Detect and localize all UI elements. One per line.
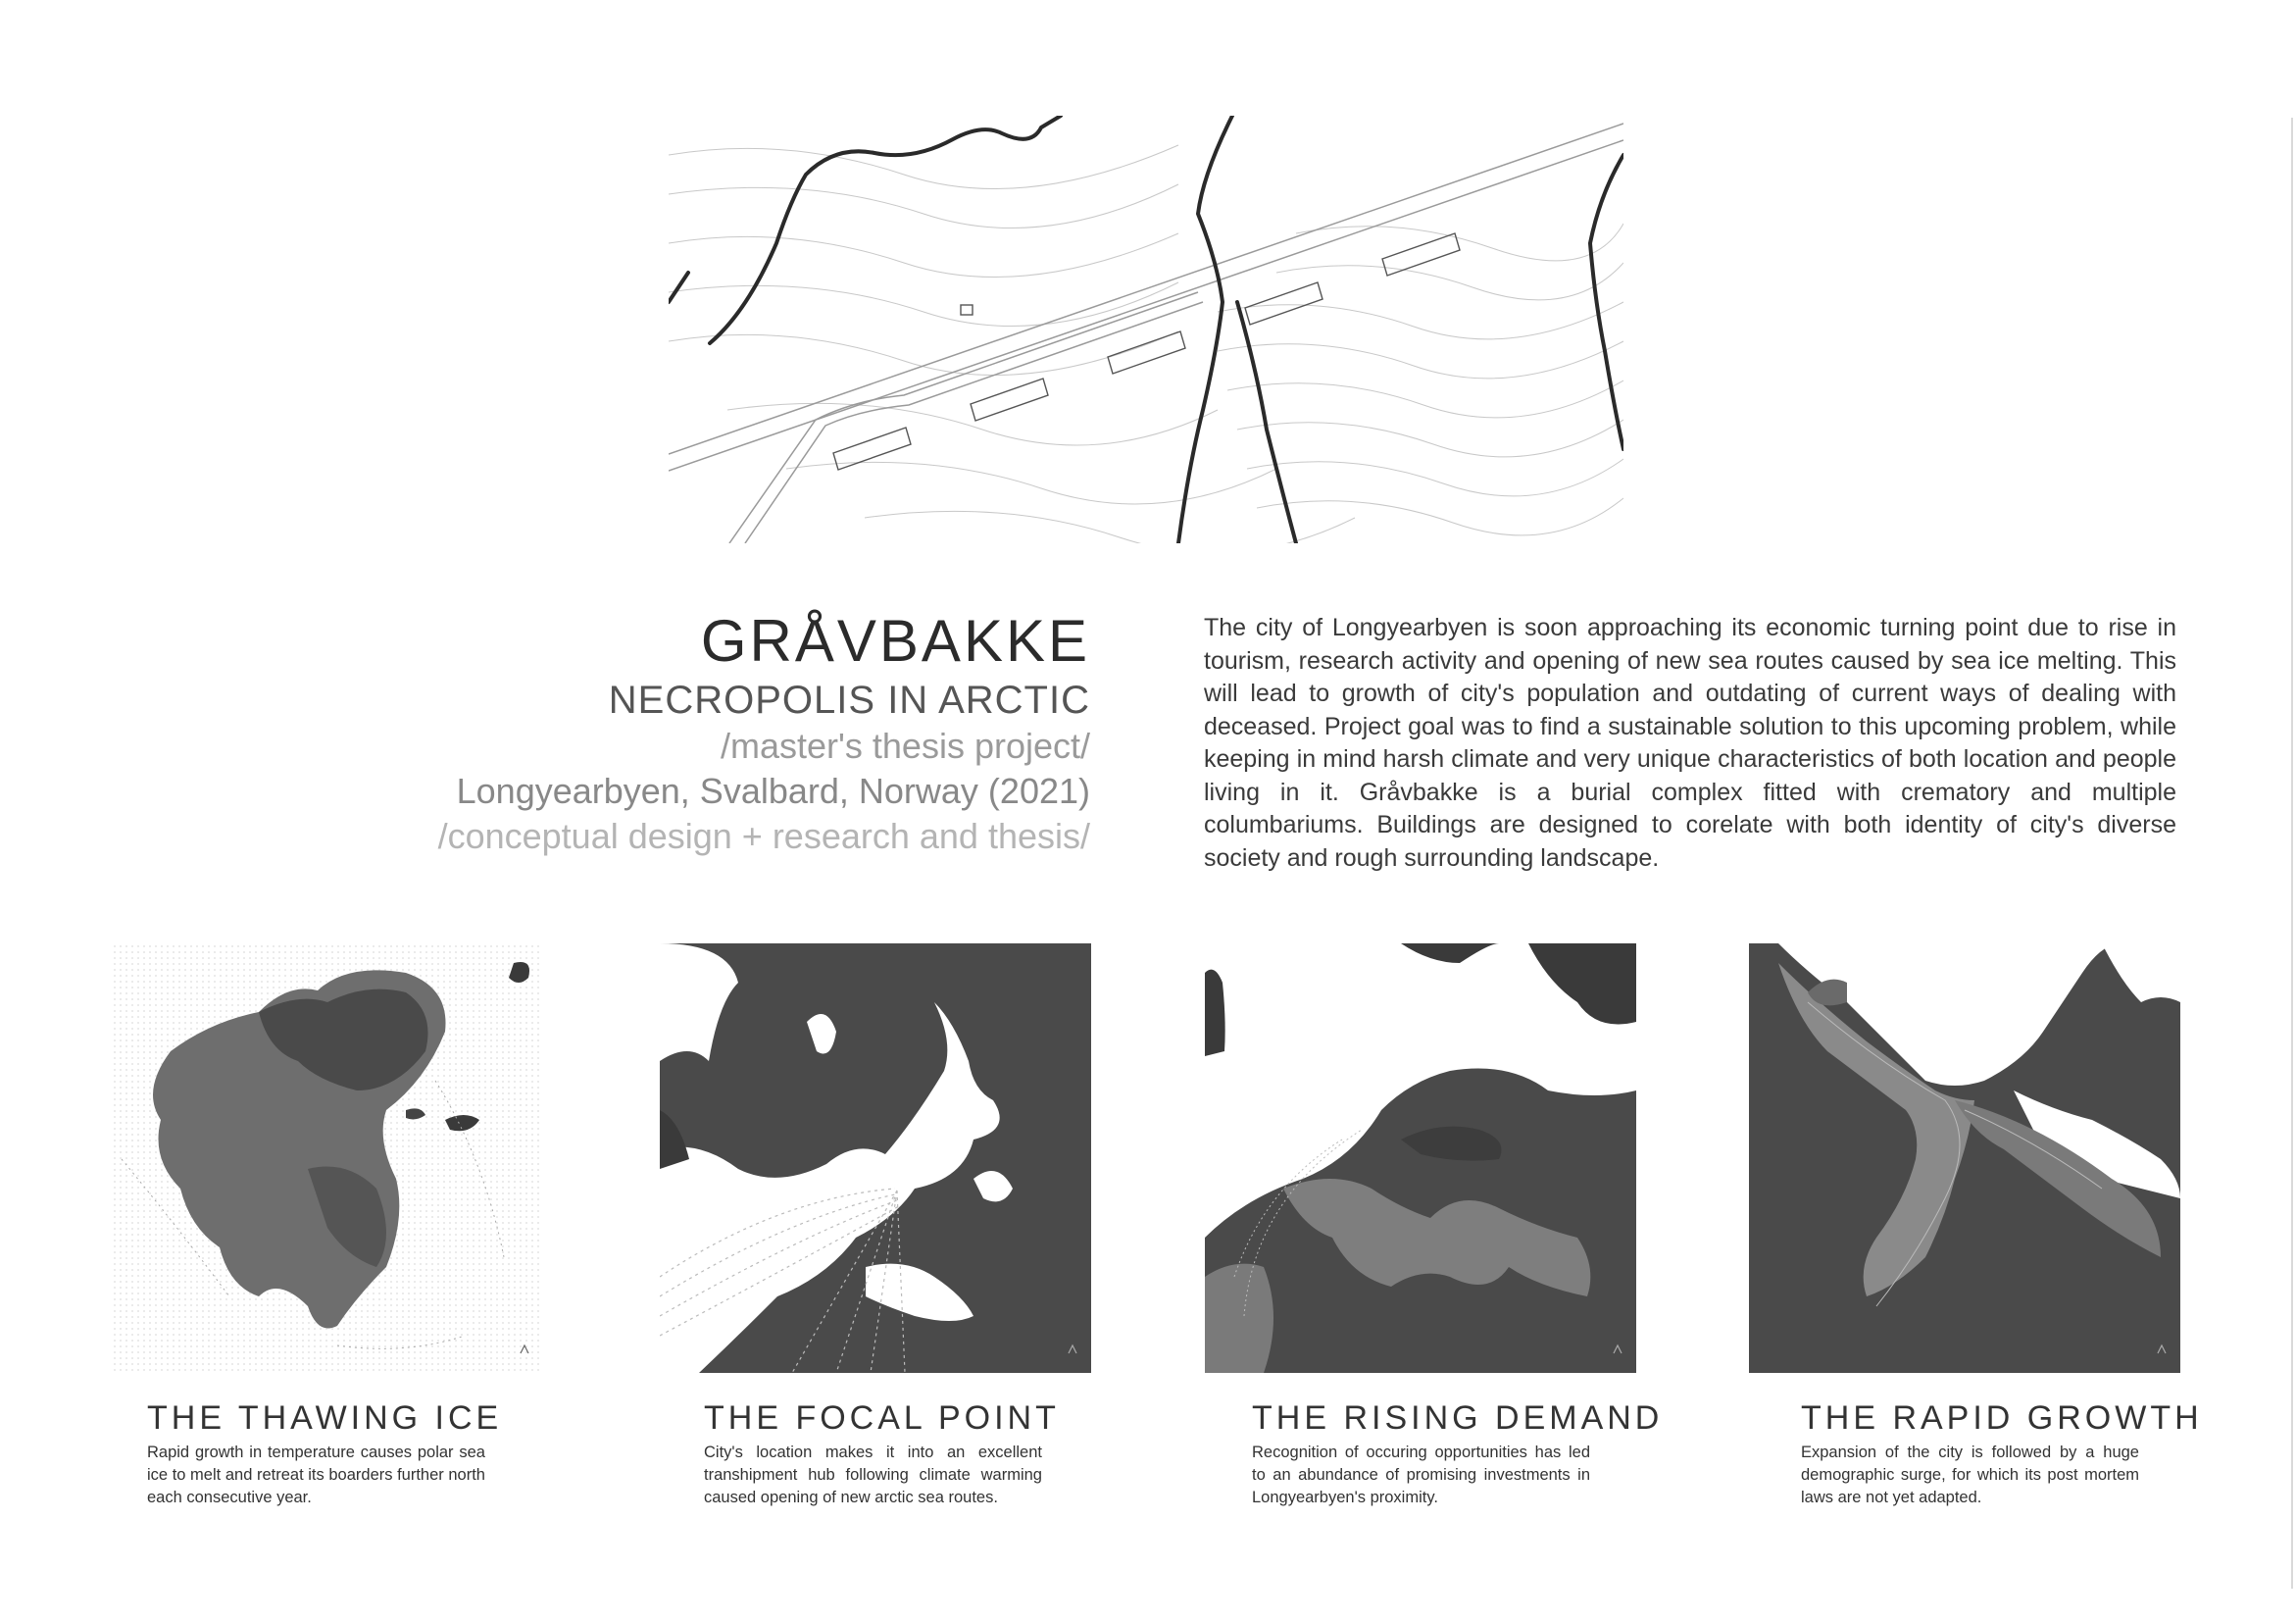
project-type: /master's thesis project/ [721,726,1090,766]
panel-title-focal-point: THE FOCAL POINT [704,1399,1060,1437]
panel-text-rising-demand: Recognition of occuring opportunities has led to an abundance of promising investments in Longyearbyen's proximity. [1252,1444,1590,1506]
site-plan-drawing [669,116,1623,543]
project-scope: /conceptual design + research and thesis/ [437,816,1090,856]
map-rising-demand [1205,943,1636,1373]
page-edge-rule [2291,118,2293,1589]
panel-title-rising-demand: THE RISING DEMAND [1252,1399,1664,1437]
project-location: Longyearbyen, Svalbard, Norway (2021) [456,771,1090,811]
project-description: The city of Longyearbyen is soon approaching its economic turning point due to rise in tourism, research activity and opening of new sea routes caused by sea ice melting. This will lead to growth of city's population and outdating of current ways of dealing with deceased. Project goal was to find a sustainable solution to this upcoming problem, while keeping in mind harsh climate and very unique characteristics of both location and people living in it. Gråvbakke is a burial complex fitted with crematory and multiple columbariums. Buildings are designed to corelate with both identity of city's diverse society and rough surrounding landscape. [1204,614,2176,872]
project-subtitle: NECROPOLIS IN ARCTIC [608,679,1090,722]
panel-text-thawing-ice: Rapid growth in temperature causes polar sea ice to melt and retreat its boarders further north each consecutive year. [147,1444,485,1506]
map-thawing-ice [112,943,543,1373]
panel-title-thawing-ice: THE THAWING ICE [147,1399,503,1437]
map-rapid-growth [1749,943,2180,1373]
project-title: GRÅVBAKKE [700,608,1090,674]
panel-title-rapid-growth: THE RAPID GROWTH [1801,1399,2203,1437]
panel-text-rapid-growth: Expansion of the city is followed by a huge demographic surge, for which its post mortem laws are not yet adapted. [1801,1444,2139,1506]
map-focal-point [660,943,1091,1373]
panel-text-focal-point: City's location makes it into an excellent transhipment hub following climate warming caused opening of new arctic sea routes. [704,1444,1042,1506]
project-title-block [208,606,1090,859]
